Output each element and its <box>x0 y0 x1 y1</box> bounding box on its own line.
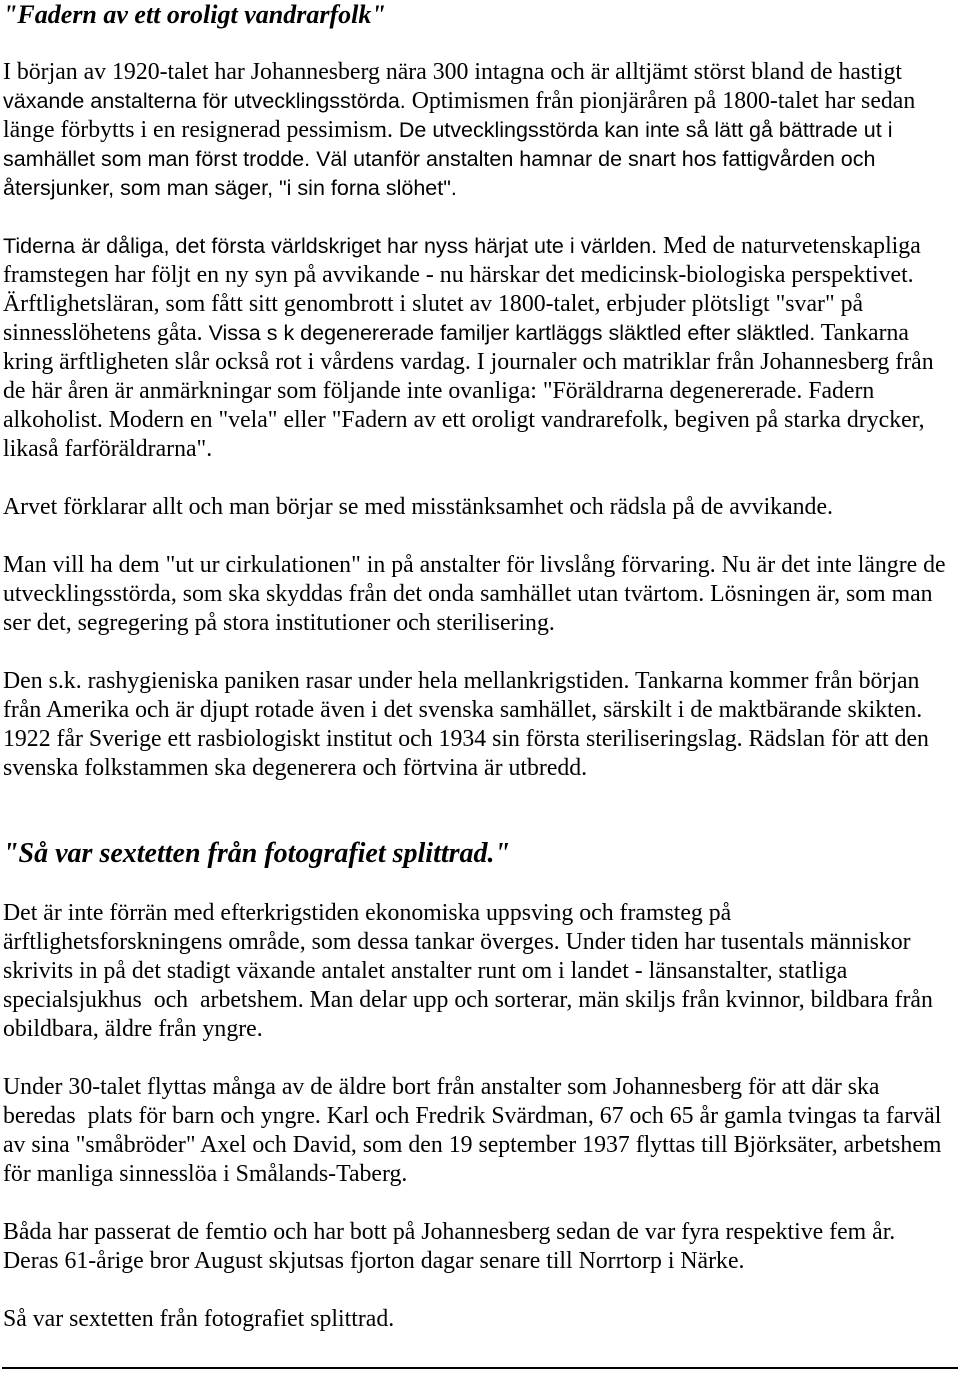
paragraph-line: ärftlighetsforskningens område, som dessa tankar överges. Under tiden har tusentals människor <box>3 929 911 955</box>
paragraph <box>3 1305 960 1334</box>
section-heading: "Så var sextetten från fotografiet splittrad." <box>3 838 511 869</box>
paragraph <box>3 493 960 522</box>
paragraph-line: obildbara, äldre från yngre. <box>3 1016 263 1042</box>
paragraph-line: beredas plats för barn och yngre. Karl och Fredrik Svärdman, 67 och 65 år gamla tvingas ta farväl <box>3 1103 942 1129</box>
section-heading: "Fadern av ett oroligt vandrarfolk" <box>3 0 386 29</box>
paragraph <box>3 58 960 203</box>
paragraph <box>3 232 960 464</box>
text-segment: De utvecklingsstörda kan inte så lätt gå bättrade ut i <box>392 118 893 142</box>
text-segment: länge förbytts i en resignerad pessimism. <box>3 117 393 143</box>
paragraph <box>3 667 960 783</box>
paragraph-line: svenska folkstammen ska degenerera och förtvina är utbredd. <box>3 755 588 781</box>
paragraph-line <box>3 87 960 116</box>
paragraph <box>3 1218 960 1276</box>
paragraph-line: Båda har passerat de femtio och har bott på Johannesberg sedan de var fyra respektive fem år. <box>3 1219 896 1245</box>
paragraph-line: av sina "småbröder" Axel och David, som den 19 september 1937 flyttas till Björksäter, arbetshem <box>3 1132 942 1158</box>
paragraph-line: 1922 får Sverige ett rasbiologiskt institut och 1934 sin första steriliseringslag. Rädslan för att den <box>3 726 929 752</box>
paragraph-line: Man vill ha dem "ut ur cirkulationen" in på anstalter för livslång förvaring. Nu är det inte längre de <box>3 552 946 578</box>
text-segment: Tiderna är dåliga, det första världskriget har nyss härjat ute i världen. <box>3 234 658 258</box>
paragraph-line: specialsjukhus och arbetshem. Man delar upp och sorterar, män skiljs från kvinnor, bildbara från <box>3 987 933 1013</box>
paragraph-line: I början av 1920-talet har Johannesberg nära 300 intagna och är alltjämt störst bland de hastigt <box>3 59 902 85</box>
paragraph-line: Så var sextetten från fotografiet splittrad. <box>3 1306 395 1332</box>
paragraph-line: för manliga sinnesslöa i Smålands-Taberg. <box>3 1161 408 1187</box>
paragraph-line: kring ärftligheten slår också rot i vårdens vardag. I journaler och matriklar från Johannesberg från <box>3 349 934 375</box>
paragraph-line: från Amerika och är djupt rotade även i det svenska samhället, särskilt i de maktbärande skikten. <box>3 697 923 723</box>
paragraph-line: Arvet förklarar allt och man börjar se med misstänksamhet och rädsla på de avvikande. <box>3 494 833 520</box>
paragraph-line: återsjunker, som man säger, "i sin forna slöhet". <box>3 176 457 200</box>
paragraph-line: de här åren är anmärkningar som följande inte ovanliga: "Föräldrarna degenererade. Fadern <box>3 378 875 404</box>
paragraph-line: utvecklingsstörda, som ska skyddas från det onda samhället utan tvärtom. Lösningen är, som man <box>3 581 933 607</box>
text-segment: växande anstalterna för utvecklingsstörda. <box>3 89 406 113</box>
paragraph-line: Ärftlighetsläran, som fått sitt genombrott i slutet av 1800-talet, erbjuder plötsligt "svar" på <box>3 291 864 317</box>
paragraph-line: Under 30-talet flyttas många av de äldre bort från anstalter som Johannesberg för att där ska <box>3 1074 880 1100</box>
paragraph-line: Den s.k. rashygieniska paniken rasar under hela mellankrigstiden. Tankarna kommer från början <box>3 668 920 694</box>
paragraph-line: likaså farföräldrarna". <box>3 436 213 462</box>
paragraph-line <box>3 232 960 261</box>
paragraph-line <box>3 319 960 348</box>
paragraph-line: alkoholist. Modern en "vela" eller "Fadern av ett oroligt vandrarefolk, begiven på starka drycker, <box>3 407 925 433</box>
text-segment: Med de naturvetenskapliga <box>657 233 921 259</box>
paragraph-line: Det är inte förrän med efterkrigstiden ekonomiska uppsving och framsteg på <box>3 900 732 926</box>
text-segment: Tankarna <box>815 320 909 346</box>
paragraph <box>3 551 960 638</box>
paragraph-line <box>3 116 960 145</box>
text-segment: sinnesslöhetens gåta. <box>3 320 203 346</box>
paragraph-line: skrivits in på det stadigt växande antalet anstalter runt om i landet - länsanstalter, statliga <box>3 958 848 984</box>
paragraph-line: Deras 61-årige bror August skjutsas fjorton dagar senare till Norrtorp i Närke. <box>3 1248 745 1274</box>
text-segment: Vissa s k degenererade familjer kartläggs släktled efter släktled. <box>202 321 816 345</box>
paragraph <box>3 1073 960 1189</box>
text-segment: Optimismen från pionjäråren på 1800-talet har sedan <box>405 88 916 114</box>
horizontal-rule <box>2 1367 958 1369</box>
paragraph-line: samhället som man först trodde. Väl utanför anstalten hamnar de snart hos fattigvården och <box>3 147 876 171</box>
paragraph-line: ser det, segregering på stora institutioner och sterilisering. <box>3 610 555 636</box>
paragraph-line: framstegen har följt en ny syn på avvikande - nu härskar det medicinsk-biologiska perspektivet. <box>3 262 914 288</box>
paragraph <box>3 899 960 1044</box>
